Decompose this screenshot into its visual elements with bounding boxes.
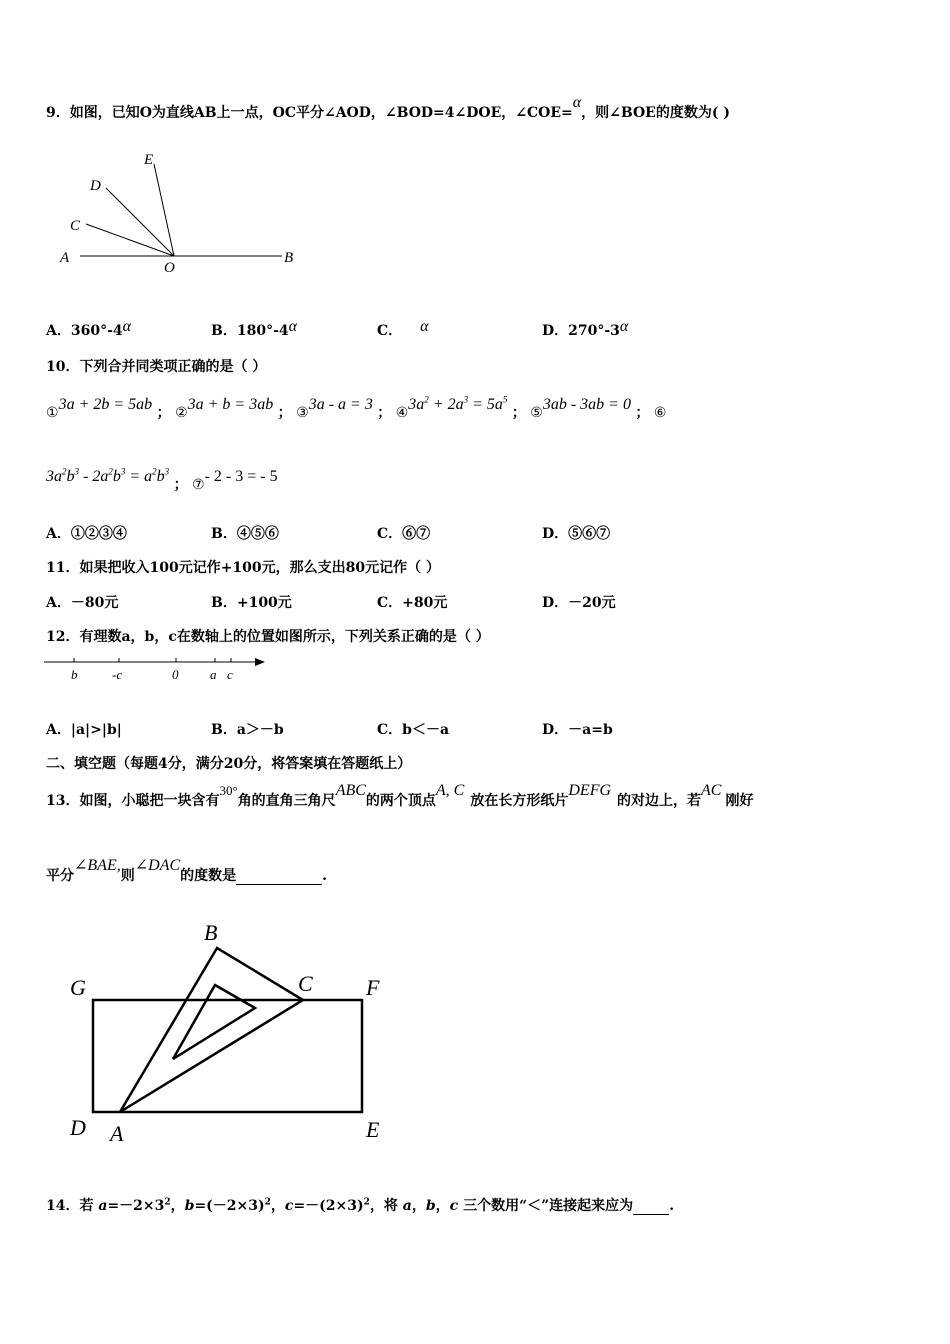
q9-label-d: D <box>90 178 101 194</box>
q9-angle-figure <box>50 148 310 278</box>
q10-option-b[interactable] <box>211 523 279 543</box>
q13-triangle-abc-outer <box>120 948 303 1112</box>
q14-answer-blank[interactable] <box>633 1198 669 1215</box>
q13-text-1: 13．如图，小聪把一块含有 <box>46 793 220 809</box>
q14-text-5: ， <box>270 1198 285 1214</box>
q10-expr-4: $3a^2 + 2a^3 = 5a^5$ <box>408 394 508 413</box>
q14-text-3: ， <box>170 1198 185 1214</box>
q12-option-c[interactable] <box>377 719 449 739</box>
q9-label-e: E <box>144 152 154 168</box>
q11-option-d-value: －20元 <box>568 595 616 611</box>
q12-option-d[interactable] <box>542 719 613 739</box>
q14-var-b2: b <box>425 1198 436 1214</box>
q13-math-angle-dac: ∠DAC <box>134 857 181 874</box>
q9-option-d[interactable] <box>542 320 628 340</box>
q13-stem-line2 <box>46 857 328 885</box>
q13-math-abc: ABC <box>335 782 366 799</box>
q13-label-f: F <box>366 975 380 1000</box>
q10-expr-3: 3a - a = 3 <box>308 396 373 413</box>
q12-option-c-value: b＜－a <box>402 722 450 738</box>
q10-expr-5: 3ab - 3ab = 0 <box>542 396 631 413</box>
q12-option-d-label: D． <box>542 722 569 738</box>
q9-text-suffix: ，则∠BOE的度数为( ) <box>581 105 730 121</box>
q12-label-b: b <box>71 667 78 682</box>
q11-option-a-value: －80元 <box>70 595 119 611</box>
q10-option-c-value: ⑥⑦ <box>402 526 431 542</box>
q11-option-c-label: C． <box>377 595 403 611</box>
q10-title: 10．下列合并同类项正确的是（ ） <box>46 359 267 375</box>
q12-option-c-label: C． <box>377 722 403 738</box>
q10-num-7: ⑦ <box>192 477 205 493</box>
q11-option-b-label: B． <box>211 595 237 611</box>
q13-label-a: A <box>110 1121 124 1146</box>
q9-option-a-label: A． <box>46 323 71 339</box>
q13-text-6: 刚好 <box>725 793 754 809</box>
q10-option-d-value: ⑤⑥⑦ <box>568 526 611 542</box>
q10-expr-1: 3a + 2b = 5ab <box>58 396 153 413</box>
q9-alpha: α <box>572 94 582 111</box>
q9-option-d-alpha: α <box>619 318 629 335</box>
q14-text-9: ， <box>435 1198 450 1214</box>
q9-stem <box>46 94 730 122</box>
q10-option-c[interactable] <box>377 523 430 543</box>
q10-sep-6: ； <box>173 477 188 493</box>
q14-var-c: c <box>284 1198 294 1214</box>
q13-label-b: B <box>204 920 218 945</box>
q13-text-7: 平分 <box>46 868 74 884</box>
q10-option-b-value: ④⑤⑥ <box>236 526 279 542</box>
q12-option-b-label: B． <box>211 722 237 738</box>
section-fill-in-heading: 二、填空题（每题4分，满分20分，将答案填在答题纸上） <box>46 756 412 772</box>
q13-answer-blank[interactable] <box>236 868 322 885</box>
q10-option-c-label: C． <box>377 526 403 542</box>
q13-label-g: G <box>70 975 86 1000</box>
q10-option-a-value: ①②③④ <box>70 526 127 542</box>
q10-sep-4: ； <box>511 405 526 421</box>
q9-option-b-label: B． <box>211 323 237 339</box>
q12-option-b[interactable] <box>211 719 284 739</box>
q9-option-a[interactable] <box>46 320 131 340</box>
q13-text-8: 则 <box>120 868 135 884</box>
q13-math-defg: DEFG <box>568 782 612 799</box>
q14-sup-2: 2 <box>264 1197 271 1208</box>
q11-option-c[interactable] <box>377 592 447 612</box>
q12-option-a-label: A． <box>46 722 71 738</box>
q11-option-b-value: +100元 <box>236 595 292 611</box>
q10-sep-3: ； <box>377 405 392 421</box>
q10-option-b-label: B． <box>211 526 237 542</box>
q11-option-c-value: +80元 <box>402 595 448 611</box>
q14-text-6: =－(2×3) <box>293 1198 364 1214</box>
q9-option-b-value: 180°-4 <box>236 323 289 339</box>
q14-sup-3: 2 <box>363 1197 370 1208</box>
q12-label-0: 0 <box>172 667 179 682</box>
q14-text-8: ， <box>411 1198 426 1214</box>
q9-ray-od <box>106 188 174 256</box>
q9-option-d-value: 270°-3 <box>568 323 620 339</box>
q12-option-b-value: a＞－b <box>236 722 284 738</box>
q10-num-4: ④ <box>395 405 409 421</box>
q14-var-a2: a <box>402 1198 412 1214</box>
q13-label-d: D <box>70 1115 86 1140</box>
q12-option-a[interactable] <box>46 719 122 739</box>
q13-rectangle-defg <box>93 1000 362 1112</box>
q10-num-5: ⑤ <box>530 405 543 421</box>
q11-option-a[interactable] <box>46 592 118 612</box>
q12-label-neg-c: -c <box>112 667 123 682</box>
q10-option-d[interactable] <box>542 523 610 543</box>
q9-option-c-label: C． <box>377 323 403 339</box>
q10-sep-5: ； <box>635 405 650 421</box>
q10-option-a[interactable] <box>46 523 127 543</box>
q12-title: 12．有理数a，b，c在数轴上的位置如图所示，下列关系正确的是（ ） <box>46 629 490 645</box>
q14-text-1: 14．若 <box>46 1198 99 1214</box>
q14-text-2: =－2×3 <box>107 1198 165 1214</box>
q10-items-row2 <box>46 466 278 493</box>
q13-label-e: E <box>366 1117 380 1142</box>
q9-option-c[interactable] <box>377 320 429 340</box>
q9-ray-oe <box>154 164 174 256</box>
q11-option-d-label: D． <box>542 595 569 611</box>
q10-num-2: ② <box>175 405 188 421</box>
q14-var-c2: c <box>449 1198 459 1214</box>
q11-option-b[interactable] <box>211 592 292 612</box>
q10-expr-2: 3a + b = 3ab <box>187 396 274 413</box>
q10-option-a-label: A． <box>46 526 71 542</box>
q12-option-a-value: |a|>|b| <box>70 722 122 738</box>
q13-rectangle-triangle-figure <box>60 915 420 1155</box>
q13-math-ac-points: A, C <box>435 782 465 799</box>
q10-option-d-label: D． <box>542 526 569 542</box>
q10-num-6: ⑥ <box>653 405 667 421</box>
q9-ray-oc <box>86 224 174 256</box>
q9-label-a: A <box>60 250 70 266</box>
q9-option-c-alpha: α <box>420 318 429 335</box>
q10-expr-7: - 2 - 3 = - 5 <box>204 468 278 485</box>
q14-stem <box>46 1195 674 1215</box>
q14-text-10: 三个数用“＜”连接起来应为 <box>458 1198 634 1214</box>
q9-option-b-alpha: α <box>288 318 298 335</box>
q12-label-c: c <box>227 667 233 682</box>
q11-option-a-label: A． <box>46 595 71 611</box>
q13-text-3: 的两个顶点 <box>365 793 436 809</box>
q14-var-b: b <box>184 1198 195 1214</box>
q13-math-30deg: 30° <box>219 783 238 798</box>
q9-text-prefix: 9．如图，已知O为直线AB上一点，OC平分∠AOD，∠BOD=4∠DOE，∠COE= <box>46 105 573 121</box>
q14-sup-1: 2 <box>164 1197 171 1208</box>
q13-triangle-abc-inner <box>173 985 255 1059</box>
q13-text-4: 放在长方形纸片 <box>470 793 569 809</box>
q14-var-a: a <box>98 1198 108 1214</box>
q13-label-c: C <box>298 971 313 996</box>
q14-text-11: . <box>669 1198 675 1214</box>
q12-axis-arrow <box>255 658 265 666</box>
q10-items-row1 <box>46 394 667 421</box>
q13-math-angle-bae: ∠BAE, <box>74 857 121 874</box>
q10-sep-1: ； <box>156 405 171 421</box>
q13-math-ac: AC <box>701 782 722 799</box>
q14-text-4: =(－2×3) <box>194 1198 265 1214</box>
q14-text-7: ，将 <box>369 1198 403 1214</box>
q12-number-line <box>44 654 274 684</box>
q13-text-10: . <box>322 868 328 884</box>
q9-label-o: O <box>164 260 175 276</box>
q10-sep-2: ； <box>277 405 292 421</box>
q13-text-9: 的度数是 <box>180 868 237 884</box>
q10-num-1: ① <box>46 405 59 421</box>
q9-option-d-label: D． <box>542 323 569 339</box>
q9-option-a-alpha: α <box>122 318 132 335</box>
q9-label-b: B <box>284 250 294 266</box>
q11-title: 11．如果把收入100元记作+100元，那么支出80元记作（ ） <box>46 560 441 576</box>
q9-option-b[interactable] <box>211 320 297 340</box>
q9-option-a-value: 360°-4 <box>70 323 123 339</box>
q13-text-5: 的对边上，若 <box>617 793 702 809</box>
q10-num-3: ③ <box>296 405 309 421</box>
q12-label-a: a <box>210 667 217 682</box>
q12-option-d-value: －a=b <box>568 722 613 738</box>
q9-label-c: C <box>70 218 81 234</box>
q13-text-2: 角的直角三角尺 <box>237 793 336 809</box>
q10-expr-6: $3a^2b^3 - 2a^2b^3 = a^2b^3$ <box>46 466 170 485</box>
q11-option-d[interactable] <box>542 592 616 612</box>
q13-stem-line1 <box>46 782 754 810</box>
